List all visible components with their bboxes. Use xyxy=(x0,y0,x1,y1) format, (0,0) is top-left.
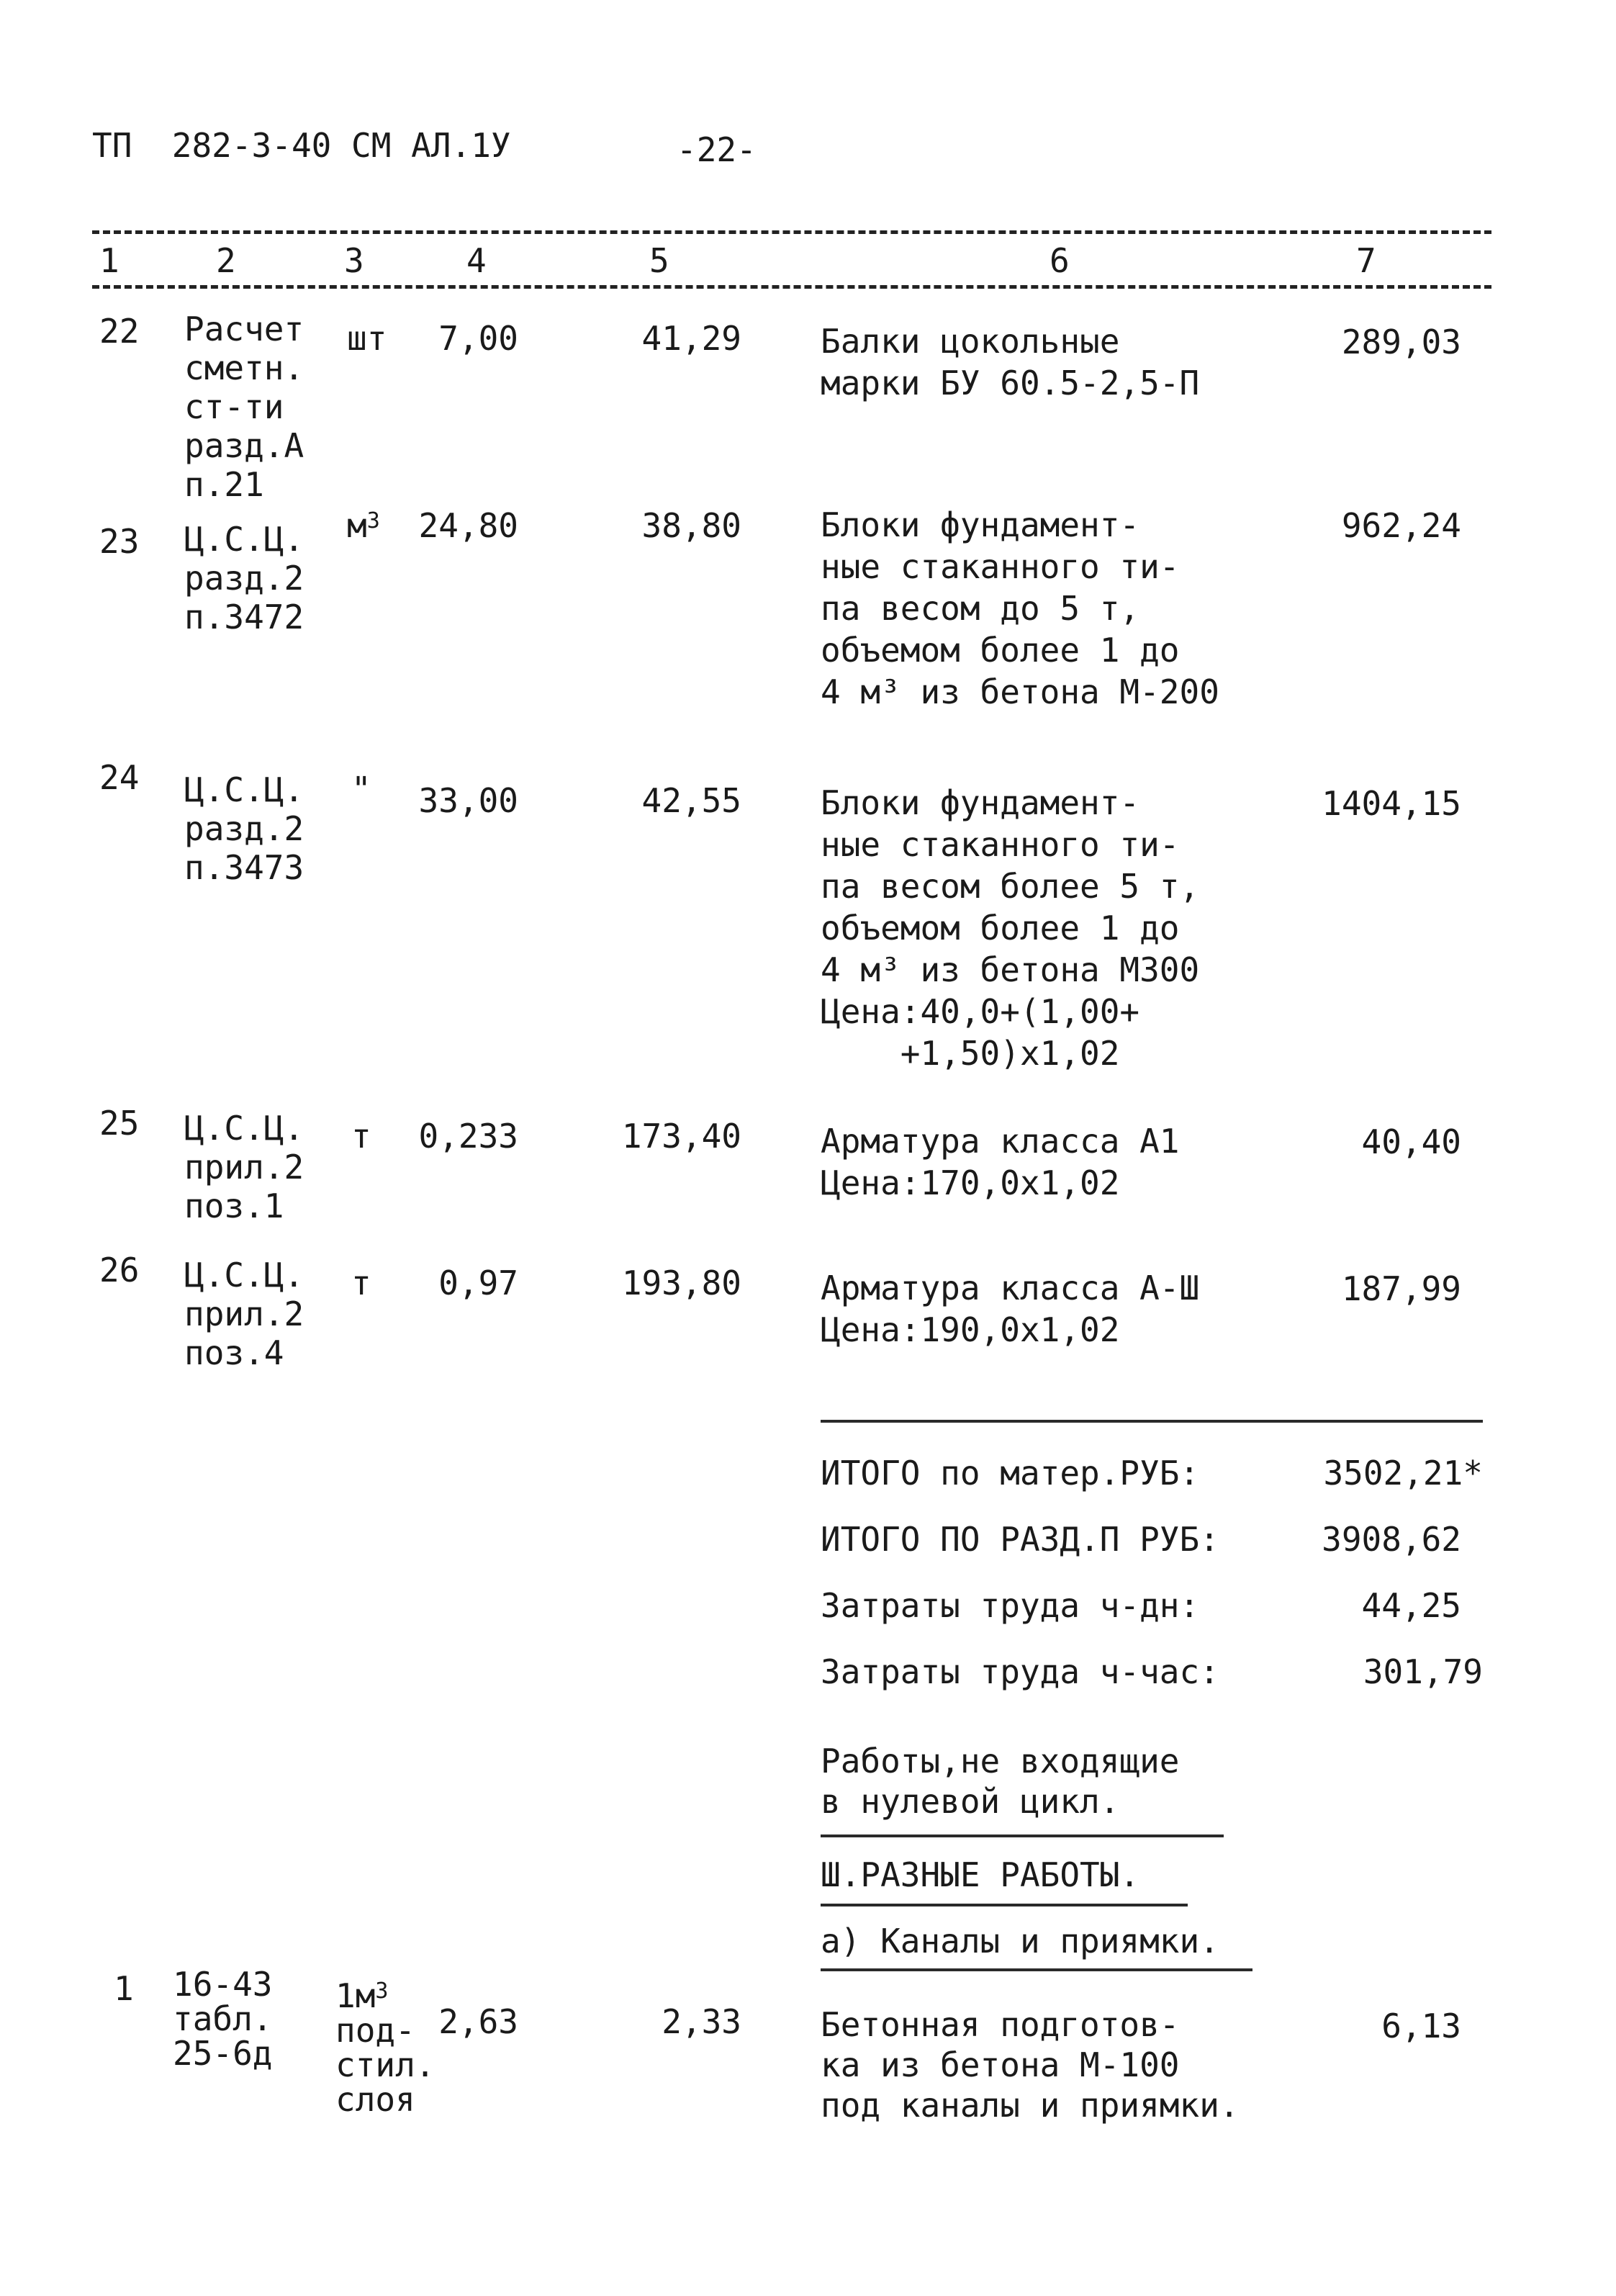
row-description: Блоки фундамент- ные стаканного ти- па весом более 5 т, объемом более 1 до 4 м³ из бетона М300 Цена:40,0+(1,00+ +1,50)х1,02 xyxy=(821,783,1200,1073)
row-number: 22 xyxy=(99,312,140,351)
row-description: Арматура класса А1 Цена:170,0х1,02 xyxy=(821,1122,1180,1202)
row-quantity: 0,233 xyxy=(418,1117,518,1156)
row-quantity: 7,00 xyxy=(438,319,518,358)
labor-hours-label: Затраты труда ч-час: xyxy=(821,1652,1219,1691)
note-underline xyxy=(821,1834,1224,1837)
column-header-2: 2 xyxy=(216,241,236,280)
total-materials-label: ИТОГО по матер.РУБ: xyxy=(821,1454,1200,1493)
row-unit-price: 2,33 xyxy=(662,2002,741,2041)
row-reference: Ц.С.Ц. прил.2 поз.4 xyxy=(184,1256,304,1372)
column-header-5: 5 xyxy=(649,241,669,280)
row-unit-price: 42,55 xyxy=(641,781,741,820)
total-section-label: ИТОГО ПО РАЗД.П РУБ: xyxy=(821,1520,1219,1559)
row-unit: $1м^3$ под- стил. слоя xyxy=(335,1976,435,2119)
row-total: 1404,15 xyxy=(1322,784,1461,823)
header-rule-bottom xyxy=(92,285,1491,289)
row-number: 26 xyxy=(99,1251,140,1289)
column-header-6: 6 xyxy=(1050,241,1070,280)
totals-divider xyxy=(821,1420,1483,1423)
row-description: Арматура класса А-Ш Цена:190,0х1,02 xyxy=(821,1269,1200,1349)
row-description: Блоки фундамент- ные стаканного ти- па весом до 5 т, объемом более 1 до 4 м³ из бетона М-200 xyxy=(821,505,1219,711)
row-unit-price: 173,40 xyxy=(621,1117,741,1156)
row-unit: $м^3$ xyxy=(347,506,380,545)
labor-hours-value: 301,79 xyxy=(1363,1652,1483,1691)
row-unit: " xyxy=(351,770,371,809)
labor-days-label: Затраты труда ч-дн: xyxy=(821,1586,1200,1625)
row-number: 1 xyxy=(114,1969,134,2008)
row-reference: 16-43 табл. 25-6д xyxy=(173,1965,273,2073)
row-quantity: 33,00 xyxy=(418,781,518,820)
row-number: 25 xyxy=(99,1104,140,1143)
row-total: 962,24 xyxy=(1341,506,1461,545)
row-reference: Ц.С.Ц. прил.2 поз.1 xyxy=(184,1109,304,1225)
row-total: 187,99 xyxy=(1341,1269,1461,1308)
subsection-underline xyxy=(821,1968,1252,1971)
document-code: ТП 282-3-40 СМ АЛ.1У xyxy=(92,126,511,165)
header-rule-top xyxy=(92,230,1491,234)
row-unit-price: 41,29 xyxy=(641,319,741,358)
subsection-heading: а) Каналы и приямки. xyxy=(821,1922,1219,1960)
row-unit-price: 193,80 xyxy=(621,1264,741,1302)
row-unit: т xyxy=(351,1264,371,1302)
row-total: 6,13 xyxy=(1381,2007,1461,2045)
row-description: Бетонная подготов- ка из бетона М-100 под каналы и приямки. xyxy=(821,2005,1240,2125)
row-description: Балки цокольные марки БУ 60.5-2,5-П xyxy=(821,322,1200,402)
note-not-zero-cycle: Работы,не входящие в нулевой цикл. xyxy=(821,1742,1180,1821)
labor-days-value: 44,25 xyxy=(1361,1586,1461,1625)
total-section-value: 3908,62 xyxy=(1322,1520,1461,1559)
row-quantity: 2,63 xyxy=(438,2002,518,2041)
row-reference: Ц.С.Ц. разд.2 п.3472 xyxy=(184,520,304,636)
row-reference: Расчет сметн. ст-ти разд.А п.21 xyxy=(184,310,304,504)
row-number: 24 xyxy=(99,758,140,797)
row-unit-price: 38,80 xyxy=(641,506,741,545)
column-header-7: 7 xyxy=(1356,241,1376,280)
section-underline xyxy=(821,1904,1188,1906)
row-quantity: 0,97 xyxy=(438,1264,518,1302)
row-reference: Ц.С.Ц. разд.2 п.3473 xyxy=(184,770,304,887)
row-total: 40,40 xyxy=(1361,1122,1461,1161)
row-unit: т xyxy=(351,1117,371,1156)
section-heading: Ш.РАЗНЫЕ РАБОТЫ. xyxy=(821,1855,1140,1894)
column-header-1: 1 xyxy=(99,241,119,280)
row-total: 289,03 xyxy=(1341,323,1461,361)
row-number: 23 xyxy=(99,522,140,561)
row-quantity: 24,80 xyxy=(418,506,518,545)
total-materials-value: 3502,21* xyxy=(1323,1454,1483,1493)
row-unit: шт xyxy=(347,319,387,358)
page-number: -22- xyxy=(677,130,757,169)
column-header-4: 4 xyxy=(466,241,487,280)
column-header-3: 3 xyxy=(344,241,364,280)
